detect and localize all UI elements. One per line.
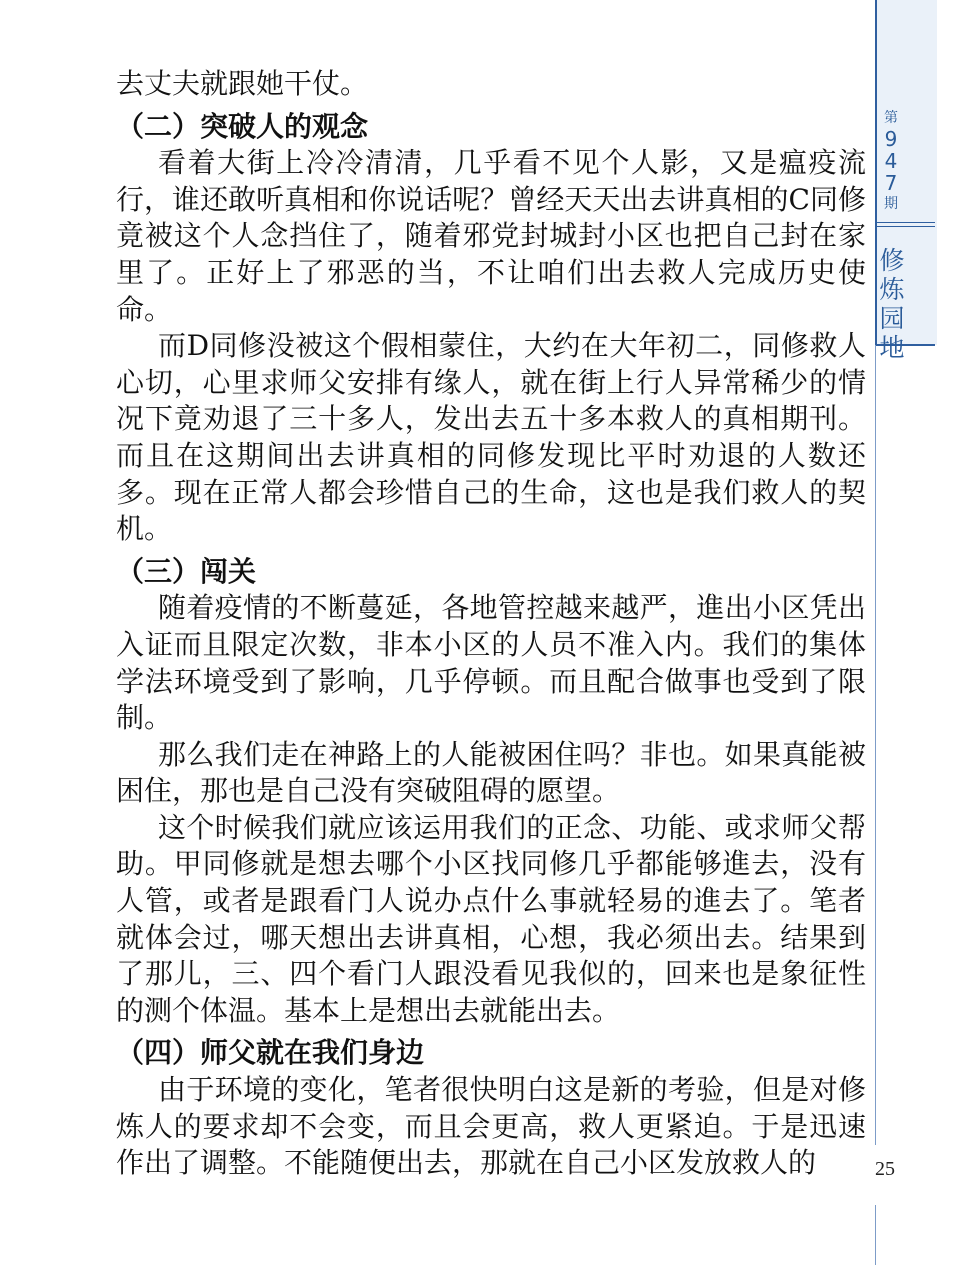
column-title [879, 246, 905, 362]
paragraph: 那么我们走在神路上的人能被困住吗？非也。如果真能被困住，那也是自己没有突破阻碍的愿望。 [116, 737, 866, 808]
issue-digit: 4 [884, 149, 898, 173]
margin-rule [875, 345, 876, 1145]
column-title-char: 园 [879, 304, 905, 333]
column-title-char: 炼 [879, 275, 905, 304]
section-heading: （三）闯关 [116, 554, 257, 588]
issue-suffix: 期 [884, 196, 898, 212]
column-title-char: 地 [879, 333, 905, 362]
paragraph: 随着疫情的不断蔓延，各地管控越来越严，進出小区凭出入证而且限定次数，非本小区的人员不准入内。我们的集体学法环境受到了影响，几乎停顿。而且配合做事也受到了限制。 [116, 591, 866, 735]
paragraph: 而D同修没被这个假相蒙住，大约在大年初二，同修救人心切，心里求师父安排有缘人，就在街上行人异常稀少的情况下竟劝退了三十多人，发出去五十多本救人的真相期刊。而且在这期间出去讲真相的同修发现比平时劝退的人数还多。现在正常人都会珍惜自己的生命，这也是我们救人的契机。 [116, 329, 866, 546]
paragraph: 这个时候我们就应该运用我们的正念、功能、或求师父帮助。甲同修就是想去哪个小区找同修几乎都能够進去，没有人管，或者是跟看门人说办点什么事就轻易的進去了。笔者就体会过，哪天想出去讲真相，心想，我必须出去。结果到了那儿，三、四个看门人跟没看见我似的，回来也是象征性的测个体温。基本上是想出去就能出去。 [116, 810, 866, 1027]
issue-prefix: 第 [884, 110, 898, 126]
article-body [116, 66, 866, 1182]
issue-digit: 7 [884, 171, 898, 195]
margin-rule [875, 1205, 876, 1265]
page-number: 25 [875, 1158, 895, 1180]
section-heading: （二）突破人的观念 [116, 109, 369, 143]
issue-digit: 9 [884, 127, 898, 151]
paragraph: 由于环境的变化，笔者很快明白这是新的考验，但是对修炼人的要求却不会变，而且会更高，救人更紧迫。于是迅速作出了调整。不能随便出去，那就在自己小区发放救人的 [116, 1073, 866, 1180]
section-heading: （四）师父就在我们身边 [116, 1036, 425, 1070]
paragraph: 看着大街上冷冷清清，几乎看不见个人影，又是瘟疫流行，谁还敢听真相和你说话呢？曾经天天出去讲真相的C同修竟被这个人念挡住了，随着邪党封城封小区也把自己封在家里了。正好上了邪恶的当，不让咱们出去救人完成历史使命。 [116, 146, 866, 326]
sidebar-divider [875, 222, 935, 227]
column-title-char: 修 [879, 246, 905, 275]
issue-number [877, 108, 905, 214]
paragraph: 去丈夫就跟她干仗。 [116, 67, 369, 100]
